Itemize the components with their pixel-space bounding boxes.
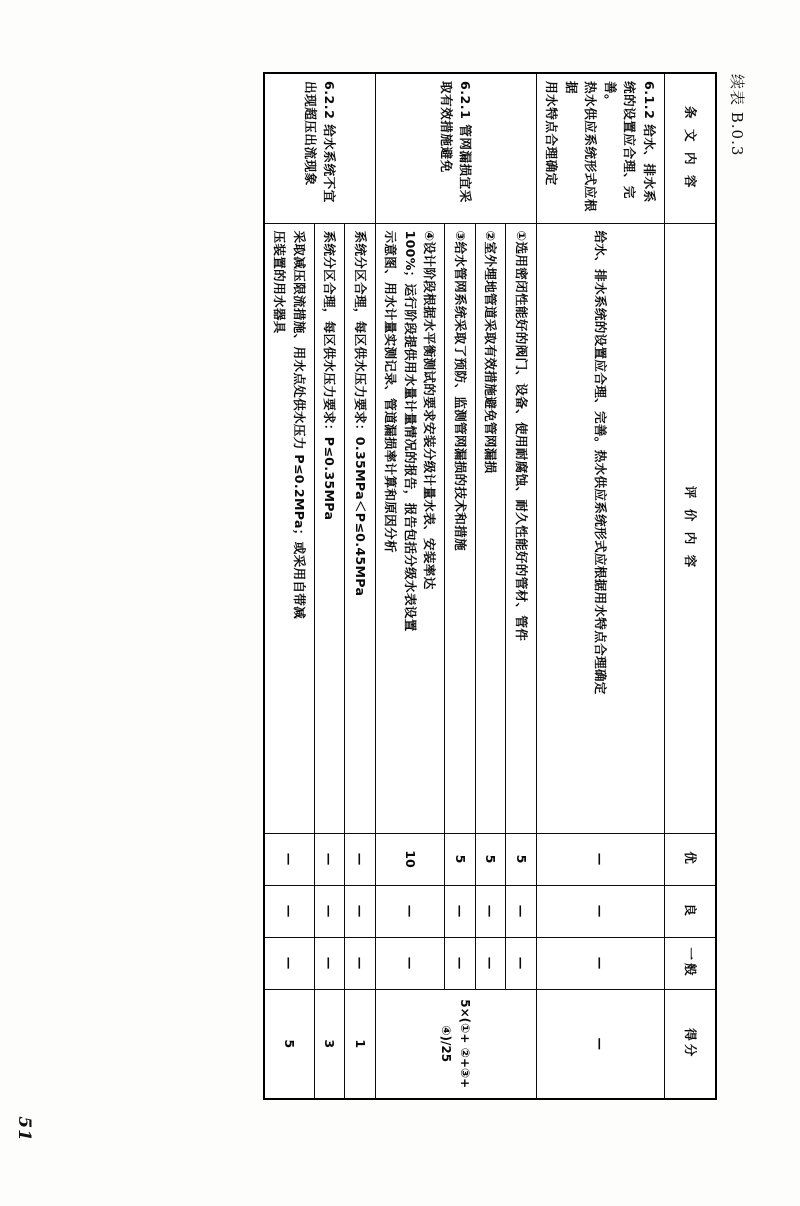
evaluation-line: 示意图、用水计量实测记录、管道漏损率计算和原因分析 [383, 230, 399, 553]
cell-evaluation: 给水、排水系统的设置应合理、完善。热水供应系统形式应根据用水特点合理确定 [536, 223, 664, 833]
score-formula-line: ②+③+ [458, 1047, 473, 1089]
table-row [506, 73, 537, 1099]
cell-general: — [506, 937, 537, 989]
cell-general: — [375, 937, 445, 989]
cell-excellent: 10 [375, 833, 445, 885]
clause-line: 6.2.2 给水系统不宜 [322, 81, 338, 203]
table-row [314, 73, 345, 1099]
table-row [264, 73, 315, 1099]
cell-general: — [536, 937, 664, 989]
cell-general: — [264, 937, 315, 989]
cell-score-formula [375, 989, 536, 1099]
table-header [665, 73, 717, 1099]
table-row [345, 73, 376, 1099]
evaluation-line: 压装置的用水器具 [272, 230, 288, 334]
header-score: 得分 [665, 989, 717, 1099]
table-body [264, 73, 665, 1099]
cell-evaluation: ③给水管网系统采取了预防、监测管网漏损的技术和措施 [445, 223, 476, 833]
cell-general: — [314, 937, 345, 989]
clause-line: 热水供应系统形式应根据 [563, 81, 599, 212]
header-excellent: 优 [665, 833, 717, 885]
clause-line: 6.2.1 管网漏损宜采 [458, 81, 474, 203]
header-evaluation-content: 评 价 内 容 [665, 223, 717, 833]
clause-line: 6.1.2 给水、排水系 [642, 81, 657, 203]
cell-excellent: — [264, 833, 315, 885]
cell-evaluation [264, 223, 315, 833]
cell-good: — [375, 885, 445, 937]
clause-line: 出现超压出流现象 [302, 81, 318, 186]
cell-general: — [445, 937, 476, 989]
cell-good: — [314, 885, 345, 937]
evaluation-line: 采取减压限流措施、用水点处供水压力 P≤0.2MPa；或采用自带减 [291, 230, 307, 620]
table-row [375, 73, 445, 1099]
clause-line: 用水特点合理确定 [544, 81, 560, 186]
cell-evaluation: 系统分区合理，每区供水压力要求：0.35MPa＜P≤0.45MPa [345, 223, 376, 833]
cell-score: 5 [264, 989, 315, 1099]
cell-good: — [506, 885, 537, 937]
cell-evaluation: ②室外埋地管道采取有效措施避免管网漏损 [475, 223, 506, 833]
cell-score: 1 [345, 989, 376, 1099]
header-clause-content: 条 文 内 容 [665, 73, 717, 223]
cell-good: — [345, 885, 376, 937]
score-formula-line: 5×(①+ [458, 999, 473, 1044]
header-row [665, 73, 717, 1099]
evaluation-line: 100%；运行阶段提供用水量计量情况的报告，报告包括分级水表设置 [402, 230, 418, 632]
cell-score: — [536, 989, 664, 1099]
table-title: 续表 B.0.3 [728, 74, 746, 157]
cell-good: — [264, 885, 315, 937]
cell-evaluation: 系统分区合理，每区供水压力要求：P≤0.35MPa [314, 223, 345, 833]
cell-good: — [536, 885, 664, 937]
cell-excellent: 5 [445, 833, 476, 885]
cell-evaluation [375, 223, 445, 833]
score-formula-line: ④)/25 [438, 1025, 453, 1063]
cell-good: — [445, 885, 476, 937]
evaluation-line: ④设计阶段根据水平衡测试的要求安装分级计量水表、安装率达 [422, 230, 438, 590]
cell-general: — [475, 937, 506, 989]
cell-score: 3 [314, 989, 345, 1099]
cell-clause-612 [536, 73, 664, 223]
cell-excellent: 5 [506, 833, 537, 885]
evaluation-table [263, 72, 717, 1100]
cell-excellent: — [345, 833, 376, 885]
cell-general: — [345, 937, 376, 989]
table-row [475, 73, 506, 1099]
cell-clause-621 [375, 73, 536, 223]
page-number: 51 [14, 1116, 34, 1142]
table-row [445, 73, 476, 1099]
cell-excellent: 5 [475, 833, 506, 885]
header-general: 一般 [665, 937, 717, 989]
cell-good: — [475, 885, 506, 937]
cell-excellent: — [536, 833, 664, 885]
clause-line: 取有效措施避免 [438, 81, 454, 173]
clause-line: 统的设置应合理、完善。 [602, 81, 638, 199]
cell-excellent: — [314, 833, 345, 885]
cell-evaluation: ①选用密闭性能好的阀门、设备、使用耐腐蚀、耐久性能好的管材、管件 [506, 223, 537, 833]
header-good: 良 [665, 885, 717, 937]
cell-clause-622 [264, 73, 376, 223]
table-row [536, 73, 664, 1099]
